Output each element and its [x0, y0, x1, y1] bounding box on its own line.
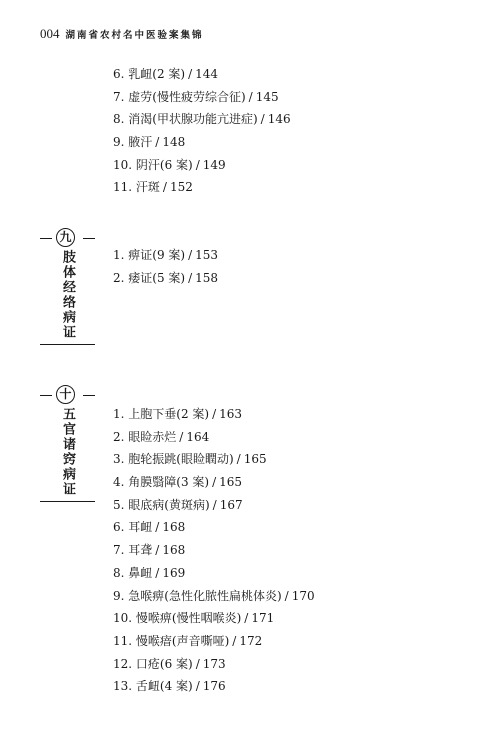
entry-separator: / — [155, 543, 160, 558]
toc-entry[interactable] — [113, 516, 315, 539]
entry-page: 176 — [202, 679, 226, 694]
toc-entry[interactable] — [113, 244, 218, 267]
entry-separator: / — [155, 565, 160, 580]
toc-entry[interactable] — [113, 585, 315, 608]
heading-bottom-rule — [40, 344, 95, 345]
heading-rule — [83, 238, 95, 239]
entry-separator: / — [236, 452, 241, 467]
entry-page: 148 — [162, 135, 186, 150]
toc-entry[interactable] — [113, 471, 315, 494]
entry-separator: / — [195, 679, 200, 694]
entry-label: 8. 鼻衄 — [113, 565, 153, 580]
toc-entry[interactable] — [113, 176, 291, 199]
page-number: 004 — [40, 26, 60, 41]
entry-separator: / — [232, 633, 237, 648]
toc-list-continued — [113, 63, 291, 199]
entry-separator: / — [244, 611, 249, 626]
entry-page: 167 — [219, 497, 243, 512]
toc-entry[interactable] — [113, 562, 315, 585]
heading-bottom-rule — [40, 501, 95, 502]
entry-page: 163 — [219, 407, 243, 421]
chapter-title: 肢体经络病证 — [60, 250, 75, 340]
entry-page: 170 — [291, 588, 315, 603]
entry-label: 2. 痿证(5 案) — [113, 270, 186, 285]
chapter-number: 十 — [56, 385, 75, 404]
entry-label: 13. 舌衄(4 案) — [113, 679, 193, 694]
toc-entry[interactable] — [113, 267, 218, 290]
entry-separator: / — [188, 248, 193, 262]
entry-page: 145 — [255, 89, 279, 104]
entry-label: 9. 急喉痹(急性化脓性扁桃体炎) — [113, 588, 282, 603]
toc-entry[interactable] — [113, 403, 315, 426]
entry-separator: / — [212, 407, 217, 421]
entry-page: 168 — [162, 543, 186, 558]
entry-separator: / — [155, 520, 160, 535]
entry-label: 8. 消渴(甲状腺功能亢进症) — [113, 112, 258, 127]
entry-label: 5. 眼底病(黄斑病) — [113, 497, 210, 512]
entry-separator: / — [260, 112, 265, 127]
entry-separator: / — [195, 656, 200, 671]
entry-label: 11. 汗斑 — [113, 180, 160, 195]
toc-entry[interactable] — [113, 63, 291, 86]
toc-entry[interactable] — [113, 607, 315, 630]
entry-page: 152 — [169, 180, 193, 195]
chapter-title: 五官诸窍病证 — [60, 407, 75, 497]
toc-list-chapter-10 — [113, 403, 315, 698]
entry-label: 12. 口疮(6 案) — [113, 656, 193, 671]
entry-page: 168 — [162, 520, 186, 535]
entry-separator: / — [212, 475, 217, 490]
chapter-10-heading — [40, 385, 95, 502]
entry-page: 164 — [186, 429, 210, 444]
entry-label: 6. 耳衄 — [113, 520, 153, 535]
heading-rule — [83, 395, 95, 396]
entry-label: 9. 腋汗 — [113, 135, 153, 150]
chapter-number: 九 — [56, 228, 75, 247]
entry-page: 169 — [162, 565, 186, 580]
entry-page: 173 — [202, 656, 226, 671]
toc-entry[interactable] — [113, 131, 291, 154]
toc-entry[interactable] — [113, 86, 291, 109]
entry-page: 165 — [219, 475, 243, 490]
toc-entry[interactable] — [113, 448, 315, 471]
book-title: 湖南省农村名中医验案集锦 — [65, 30, 204, 41]
entry-separator: / — [188, 67, 193, 81]
toc-entry[interactable] — [113, 653, 315, 676]
entry-label: 10. 阴汗(6 案) — [113, 157, 193, 172]
entry-label: 7. 虚劳(慢性疲劳综合征) — [113, 89, 246, 104]
toc-entry[interactable] — [113, 108, 291, 131]
entry-label: 1. 上胞下垂(2 案) — [113, 407, 210, 421]
entry-separator: / — [188, 270, 193, 285]
running-header — [40, 26, 204, 42]
entry-page: 146 — [267, 112, 291, 127]
entry-separator: / — [248, 89, 253, 104]
entry-page: 144 — [195, 67, 219, 81]
entry-label: 11. 慢喉瘖(声音嘶哑) — [113, 633, 230, 648]
entry-label: 2. 眼睑赤烂 — [113, 429, 177, 444]
entry-page: 153 — [195, 248, 219, 262]
entry-separator: / — [284, 588, 289, 603]
entry-label: 10. 慢喉痹(慢性咽喉炎) — [113, 611, 242, 626]
entry-page: 149 — [202, 157, 226, 172]
toc-entry[interactable] — [113, 675, 315, 698]
entry-separator: / — [179, 429, 184, 444]
heading-rule — [40, 395, 52, 396]
entry-label: 4. 角膜翳障(3 案) — [113, 475, 210, 490]
entry-label: 3. 胞轮振跳(眼睑瞤动) — [113, 452, 234, 467]
entry-separator: / — [155, 135, 160, 150]
entry-separator: / — [195, 157, 200, 172]
entry-page: 165 — [243, 452, 267, 467]
toc-entry[interactable] — [113, 426, 315, 449]
entry-label: 7. 耳聋 — [113, 543, 153, 558]
entry-page: 172 — [239, 633, 263, 648]
toc-entry[interactable] — [113, 630, 315, 653]
entry-page: 158 — [195, 270, 219, 285]
toc-list-chapter-9 — [113, 244, 218, 289]
entry-label: 1. 痹证(9 案) — [113, 248, 186, 262]
entry-separator: / — [212, 497, 217, 512]
toc-entry[interactable] — [113, 154, 291, 177]
toc-entry[interactable] — [113, 539, 315, 562]
entry-separator: / — [162, 180, 167, 195]
heading-rule — [40, 238, 52, 239]
entry-page: 171 — [251, 611, 275, 626]
chapter-9-heading — [40, 228, 95, 345]
entry-label: 6. 乳衄(2 案) — [113, 67, 186, 81]
toc-entry[interactable] — [113, 494, 315, 517]
